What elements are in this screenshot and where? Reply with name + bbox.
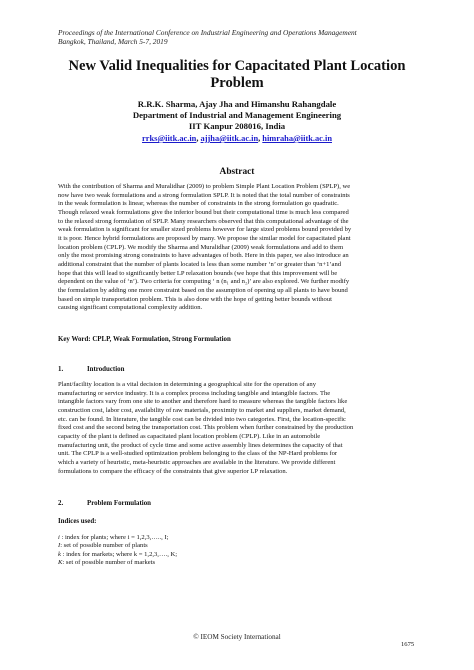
intro-line: intangible factors vary from one site to another and therefore hard to measure whereas the tangible factors like [58, 398, 348, 406]
abstract-line: weak formulation is significant for smaller sized problems however for large sized problems bound provided by [58, 226, 352, 234]
title-line-2: Problem [210, 75, 264, 91]
proceedings-header [58, 28, 428, 46]
section-number: 2. [58, 500, 64, 507]
title-line-1: New Valid Inequalities for Capacitated Plant Location [68, 58, 406, 74]
intro-line: fixed cost and the second being the transportation cost. This problem when further constrained by the production [58, 424, 354, 432]
author-institute: IIT Kanpur 208016, India [188, 121, 286, 132]
abstract-line: it is poor. Hence hybrid formulations are proposed by many. We propose the similar model for capacitated plant [58, 234, 351, 242]
abstract-line: only the most promising strong constraints to have advantages of both. Here in this paper, we also introduce an [58, 252, 349, 260]
index-description: : index for plants; where i = 1,2,3,….., I; [59, 534, 169, 541]
intro-line: etc. can be found. In literature, the tangible cost can be divided into two categories. First, the location-specific [58, 415, 346, 423]
author-emails [40, 133, 434, 144]
intro-line: unit. The CPLP is a well-studied optimization problem belonging to the class of the NP-Hard problems for [58, 450, 338, 458]
abstract-line: With the contribution of Sharma and Muralidhar (2009) to problem Simple Plant Location Problem (SPLP), we [58, 183, 351, 190]
intro-line: formulations to compare the efficacy of the constraints that give superior LP relaxation. [58, 467, 288, 475]
paper-title [40, 58, 434, 92]
section-number: 1. [58, 366, 64, 373]
abstract-line: to the relaxed strong formulation of SPLP. Many researchers observed that this computational advantage of the [58, 217, 349, 225]
intro-line: manufacturing or service industry. It is a complex process including tangible and intangible factors. The [58, 389, 331, 397]
index-item [58, 534, 177, 542]
abstract-body [58, 183, 428, 313]
intro-line: Plant/facility location is a vital decision in determining a geographical site for the operation of any [58, 381, 316, 388]
email-separator: , [258, 134, 263, 143]
author-block [40, 99, 434, 133]
index-item [58, 542, 177, 550]
footer-society: © IEOM Society International [193, 633, 281, 641]
index-description: : index for markets; where k = 1,2,3,…., K; [60, 550, 178, 558]
abstract-line: Though relaxed weak formulations give the inferior bound but their computational time is much less compared [58, 208, 349, 216]
intro-line: construction cost, labor cost, availability of raw materials, proximity to market and suppliers, market demand, [58, 406, 346, 414]
abstract-line: hope that this will lead to significantly better LP relaxation bounds (we hope that this improvement will be [58, 269, 338, 277]
index-symbol: i [58, 534, 60, 541]
intro-line: manufacturing unit, the product of cycle time and some active assembly lines determines the capacity of that [58, 441, 343, 449]
email-link[interactable]: ajjha@iitk.ac.in [200, 134, 259, 143]
author-names: R.R.K. Sharma, Ajay Jha and Himanshu Rahangdale [137, 99, 337, 109]
section-1-heading [58, 366, 124, 373]
index-symbol: K [58, 559, 63, 567]
proceedings-location: Bangkok, Thailand, March 5-7, 2019 [58, 37, 168, 47]
email-link[interactable]: himraha@iitk.ac.in [262, 134, 332, 143]
section-title: Problem Formulation [87, 500, 151, 507]
abstract-line: additional constraint that the number of plants located is less than some number ‘n’ or greater than ‘n+1’and [58, 260, 342, 268]
indices-heading: Indices used: [58, 518, 97, 525]
index-item [58, 559, 177, 567]
abstract-line: based on simple transportation problem. This is also done with the hope of getting better bounds without [58, 295, 332, 303]
index-symbol: I [58, 542, 61, 550]
abstract-line: the formulation by adding one more constraint based on the assumption of opening up all plants to have bound [58, 286, 348, 294]
author-department: Department of Industrial and Management Engineering [132, 110, 342, 121]
intro-line: capacity of the plant is defined as capacitated plant location problem (CPLP). Like in an automobile [58, 432, 321, 440]
indices-list [58, 534, 177, 568]
introduction-body [58, 381, 428, 476]
abstract-line: now have two weak formulations and a strong formulation SPLP. It is noted that the total number of constraints [58, 191, 350, 199]
index-symbol: k [58, 550, 61, 558]
index-description: : set of possible number of plants [60, 542, 148, 550]
abstract-line: dependent on the value of ‘n’). Two criteria for computing ‘ n (n₁ and n₂)’ are also explored. We further modify [58, 278, 350, 286]
email-separator: , [196, 134, 201, 143]
abstract-line: in the weak formulation is linear, whereas the number of constraints in the strong formulation go quadratic. [58, 200, 339, 208]
index-description: : set of possible number of markets [62, 559, 156, 567]
keywords: Key Word: CPLP, Weak Formulation, Strong Formulation [58, 336, 231, 343]
email-link[interactable]: rrks@iitk.ac.in [142, 134, 197, 143]
page-number: 1675 [401, 641, 415, 648]
proceedings-line: Proceedings of the International Conference on Industrial Engineering and Operations Management [58, 28, 357, 37]
abstract-line: causing significant computational complexity addition. [58, 304, 203, 312]
abstract-line: location problem (CPLP). We modify the Sharma and Muralidhar (2009) weak formulations and add to them [58, 243, 344, 251]
section-2-heading [58, 500, 151, 507]
section-title: Introduction [87, 366, 125, 373]
abstract-heading: Abstract [219, 167, 255, 177]
index-item [58, 551, 177, 559]
intro-line: which a variety of heuristic, meta-heuristic approaches are available in the literature. We provide different [58, 458, 336, 466]
